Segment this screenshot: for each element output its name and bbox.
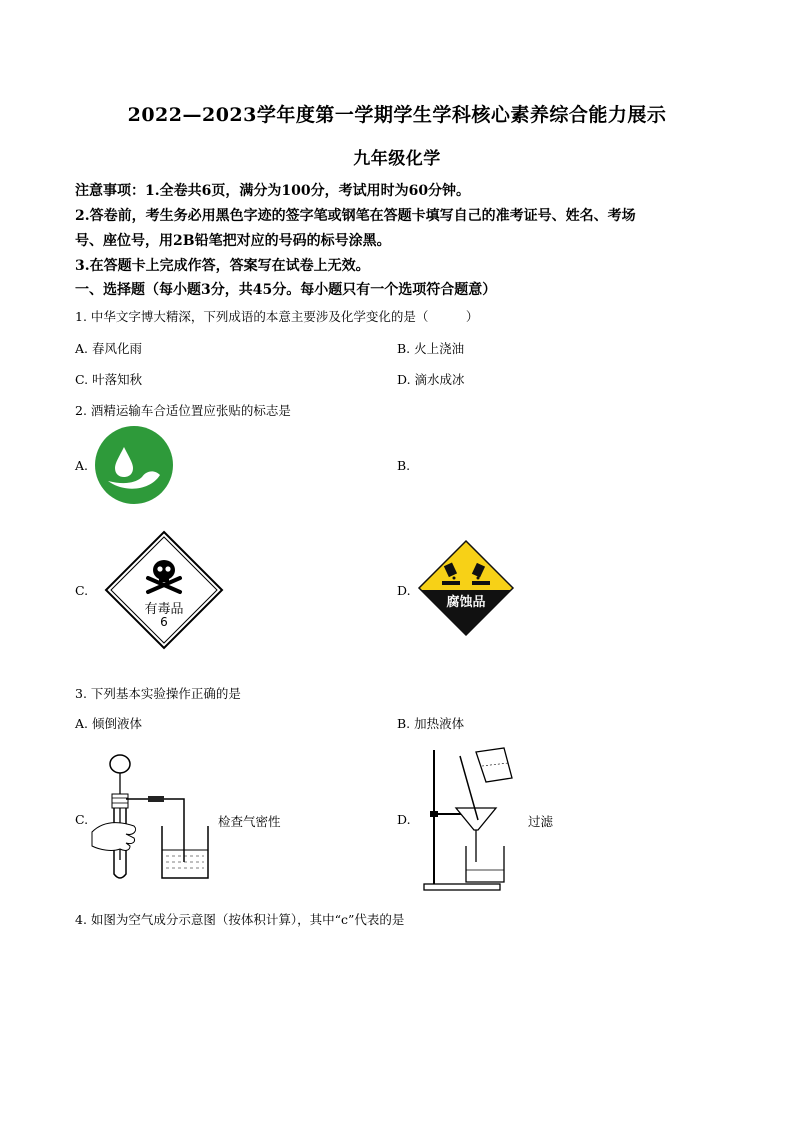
note-line-3: 号、座位号，用2B铅笔把对应的号码的标号涂黑。 [75,233,391,249]
question-2-label-d: D. [397,583,411,598]
toxic-sign-icon [104,530,224,650]
question-4-stem: 4. 如图为空气成分示意图（按体积计算），其中“c”代表的是 [75,912,405,927]
question-3-stem: 3. 下列基本实验操作正确的是 [75,686,241,701]
note-line-4: 3.在答题卡上完成作答，答案写在试卷上无效。 [75,258,370,274]
toxic-sign-class-number: 6 [160,615,168,629]
question-2-stem: 2. 酒精运输车合适位置应张贴的标志是 [75,403,291,418]
question-1-option-a: A. 春风化雨 [75,341,142,356]
question-3-caption-c: 检查气密性 [218,814,281,829]
question-1-option-c: C. 叶落知秋 [75,372,143,387]
question-3-caption-d: 过滤 [528,814,554,829]
question-2-label-b: B. [397,458,411,473]
page-subtitle: 九年级化学 [353,149,441,169]
question-1-option-b: B. 火上浇油 [397,341,465,356]
question-1-option-d: D. 滴水成冰 [397,372,465,387]
question-2-label-c: C. [75,583,89,598]
filtration-apparatus-icon [420,748,520,893]
question-3-option-b: B. 加热液体 [397,716,465,731]
note-line-2: 2.答卷前，考生务必用黑色字迹的签字笔或钢笔在答题卡填写自己的准考证号、姓名、考场 [75,208,636,224]
note-line-1: 注意事项：1.全卷共6页，满分为100分，考试用时为60分钟。 [75,183,471,199]
question-2-label-a: A. [75,458,89,473]
page-title: 2022—2023学年度第一学期学生学科核心素养综合能力展示 [127,104,667,126]
question-3-label-d: D. [397,812,411,827]
water-saving-sign-icon [94,425,174,505]
toxic-sign-label: 有毒品 [144,602,184,617]
corrosive-sign-icon [418,540,514,636]
question-3-label-c: C. [75,812,89,827]
airtightness-check-apparatus-icon [90,750,220,885]
question-3-option-a: A. 倾倒液体 [75,716,142,731]
section-heading: 一、选择题（每小题3分，共45分。每小题只有一个选项符合题意） [75,282,497,298]
question-1-stem: 1. 中华文字博大精深，下列成语的本意主要涉及化学变化的是（ ） [75,309,479,324]
corrosive-sign-label: 腐蚀品 [446,595,486,610]
